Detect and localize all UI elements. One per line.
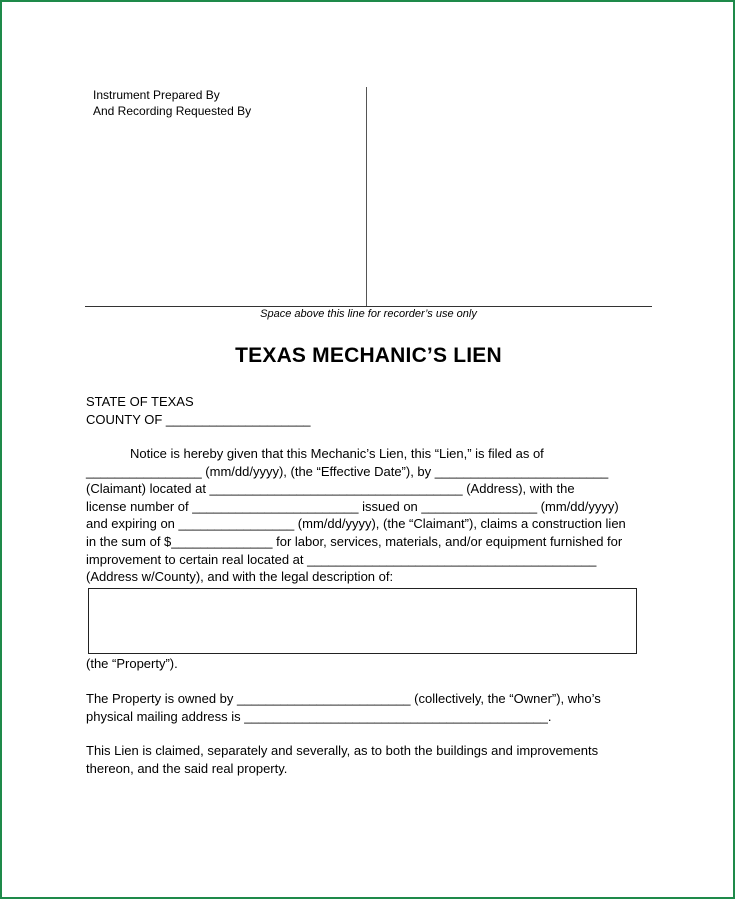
- owner-line: physical mailing address is __________________________________________.: [86, 708, 552, 724]
- prepared-by-line1: Instrument Prepared By: [93, 88, 220, 102]
- state-county-block: [86, 393, 311, 429]
- county-line: COUNTY OF ____________________: [86, 412, 311, 427]
- recorder-note: Space above this line for recorder’s use only: [260, 308, 477, 320]
- prepared-by-block: [93, 87, 251, 119]
- state-line: STATE OF TEXAS: [86, 394, 194, 409]
- notice-line: Notice is hereby given that this Mechanic’s Lien, this “Lien,” is filed as of: [130, 446, 544, 461]
- notice-line: improvement to certain real located at ________________________________________: [86, 551, 597, 567]
- notice-line: ________________ (mm/dd/yyyy), (the “Effective Date”), by ________________________: [86, 463, 609, 479]
- recorder-divider-horizontal: [85, 306, 652, 307]
- notice-line: and expiring on ________________ (mm/dd/yyyy), (the “Claimant”), claims a construction lien: [86, 516, 626, 532]
- notice-line: in the sum of $______________ for labor, services, materials, and/or equipment furnished for: [86, 533, 623, 549]
- notice-line: (Claimant) located at ___________________________________ (Address), with the: [86, 481, 575, 497]
- document-title: TEXAS MECHANIC’S LIEN: [235, 344, 502, 367]
- prepared-by-line2: And Recording Requested By: [93, 104, 252, 118]
- owner-line: The Property is owned by ________________________ (collectively, the “Owner”), who’s: [86, 691, 601, 706]
- lien-claim-paragraph: [86, 742, 646, 777]
- legal-description-box[interactable]: [88, 588, 637, 654]
- recorder-divider-vertical: [366, 87, 367, 306]
- property-label: (the “Property”).: [86, 656, 178, 671]
- lien-line: This Lien is claimed, separately and severally, as to both the buildings and improvements: [86, 743, 599, 758]
- lien-line: thereon, and the said real property.: [86, 760, 288, 776]
- notice-line: license number of _______________________ issued on ________________ (mm/dd/yyyy): [86, 498, 619, 514]
- owner-paragraph: [86, 690, 646, 725]
- notice-paragraph: [86, 445, 646, 586]
- notice-line: (Address w/County), and with the legal description of:: [86, 569, 394, 585]
